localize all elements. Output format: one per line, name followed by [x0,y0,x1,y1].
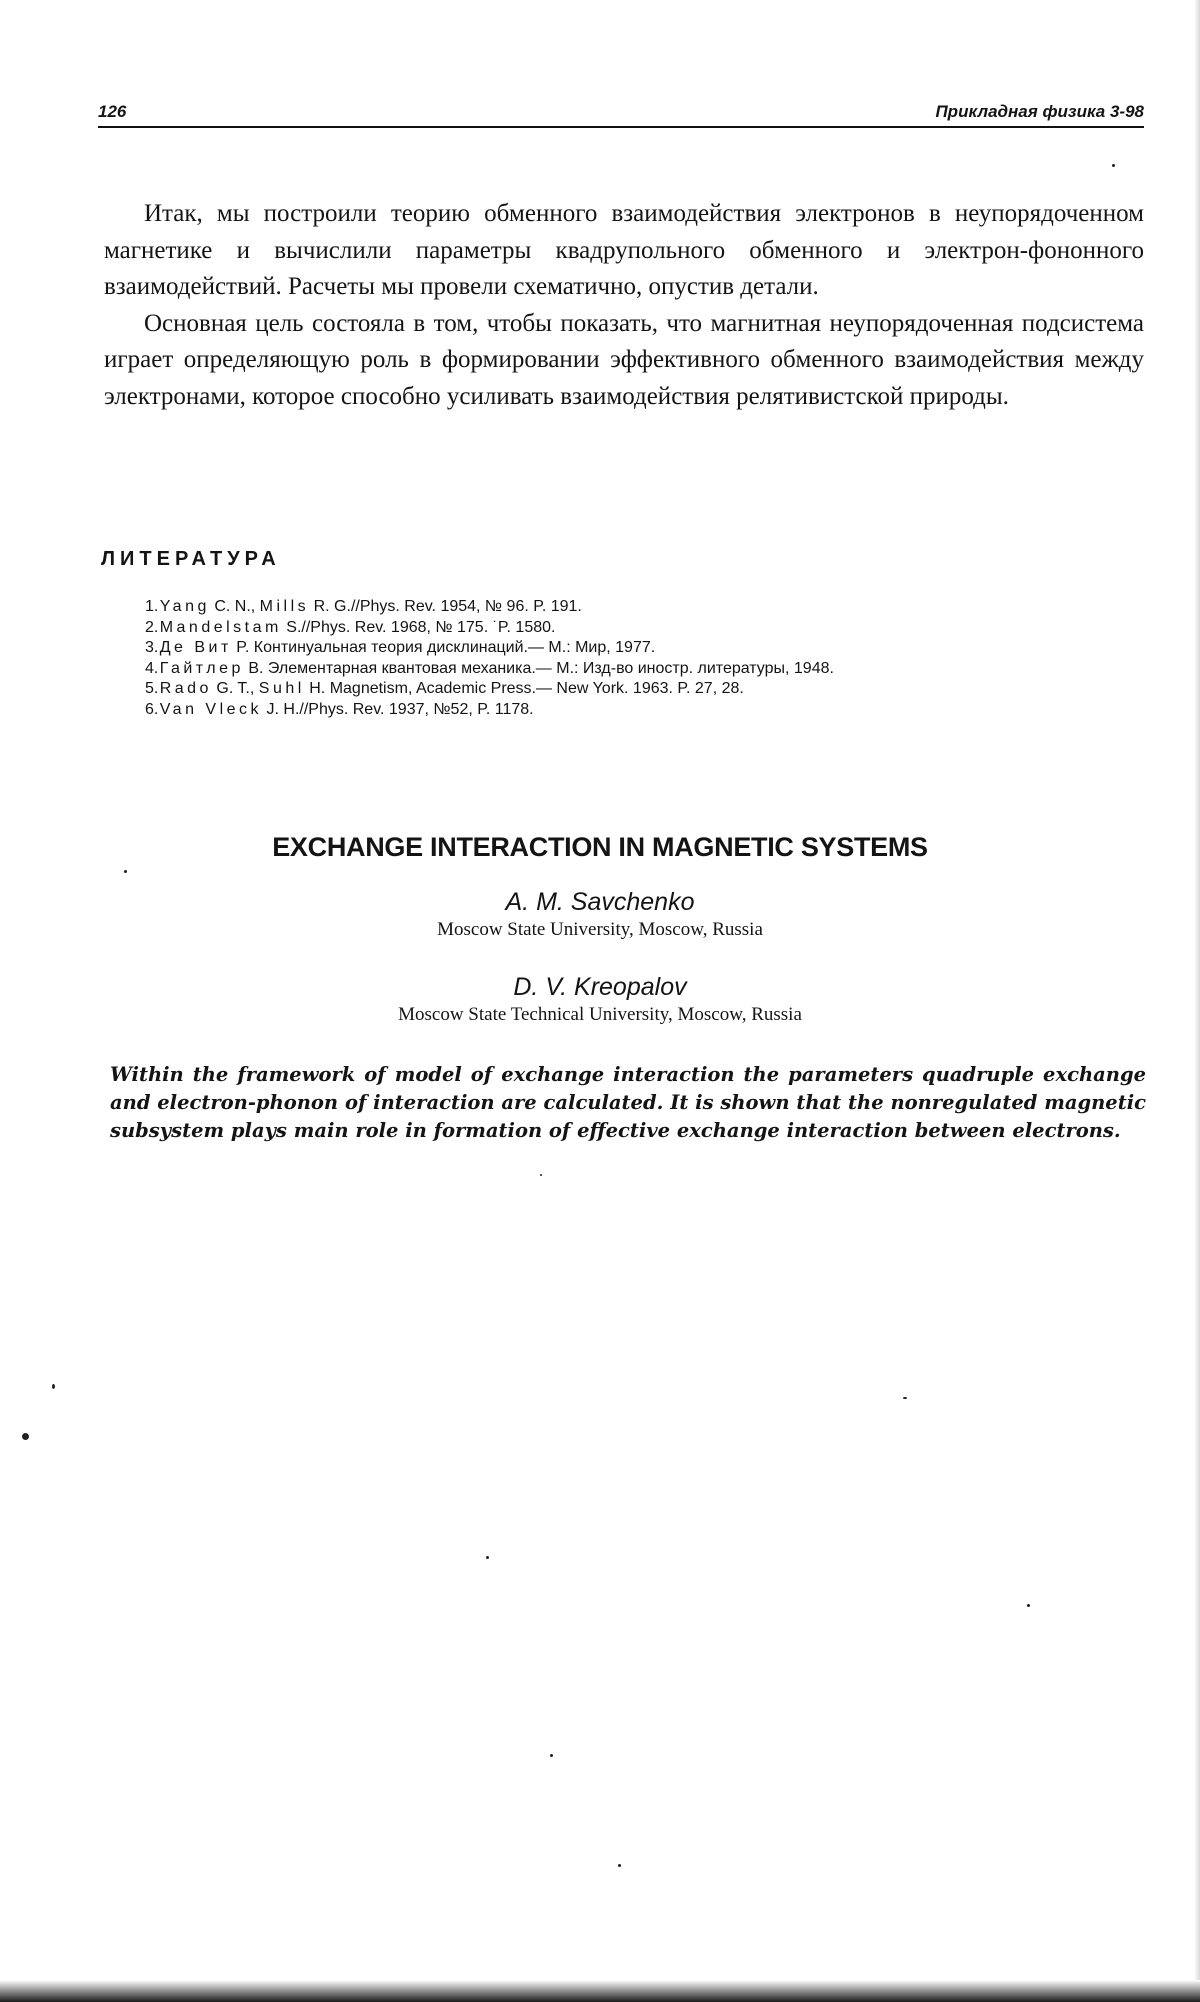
author-affiliation: Moscow State University, Moscow, Russia [437,919,763,940]
reference-number: 4. [145,659,159,677]
reference-item [145,618,1045,639]
reference-number: 2. [145,618,159,636]
reference-item [145,638,1045,659]
scan-speck [550,1754,553,1757]
running-head [98,100,1144,128]
reference-author: Mills [259,598,310,615]
scan-speck [486,1556,489,1559]
scan-speck [1112,164,1115,167]
reference-number: 1. [145,598,159,615]
reference-author: Suhl [258,680,305,697]
body-paragraph: Итак, мы построили теорию обменного взаимодействия электронов в неупорядоченном магнетике и вычислили параметры квадрупольного обменного и электрон-фононного взаимодействий. Расчеты мы провели схематично, опустив детали. [104,200,1144,300]
reference-item [145,659,1045,680]
reference-number: 3. [145,639,159,656]
conclusion-text [104,196,1144,415]
reference-text: G. T., [211,680,259,697]
scan-speck [124,870,127,873]
body-paragraph: Основная цель состояла в том, чтобы показать, что магнитная неупорядоченная подсистема играет определяющую роль в формировании эффективного обменного взаимодействия между электронами, которое способно усиливать взаимодействия релятивистской природы. [104,309,1144,410]
reference-list [145,597,1045,720]
reference-author: Де Вит [159,639,232,656]
scan-speck [903,1397,907,1399]
page-number: 126 [98,102,127,121]
scan-speck [1027,1604,1030,1607]
reference-author: Mandelstam [159,618,282,636]
reference-author: Van Vleck [159,700,263,718]
references-heading: ЛИТЕРАТУРА [101,548,281,570]
reference-text: C. N., [209,598,260,615]
author-name: D. V. Kreopalov [513,973,687,1001]
reference-item [145,597,1045,618]
scan-speck [22,1433,29,1440]
scan-speck [52,1384,55,1389]
journal-title: Прикладная физика 3-98 [935,102,1144,121]
author-block [0,886,1200,942]
reference-text: J. H.//Phys. Rev. 1937, №52, P. 1178. [262,700,534,718]
scan-edge [0,1980,1200,2002]
reference-author: Yang [159,598,210,615]
author-name: A. M. Savchenko [505,888,695,916]
english-title: EXCHANGE INTERACTION IN MAGNETIC SYSTEMS [272,832,928,862]
reference-number: 6. [145,700,159,718]
reference-text: S.//Phys. Rev. 1968, № 175. ˙P. 1580. [281,618,556,636]
reference-author: Гайтлер [159,659,244,677]
scan-edge [1194,0,1200,2002]
scan-speck [540,1174,542,1176]
reference-item [145,700,1045,721]
reference-text: H. Magnetism, Academic Press.— New York. 1963. P. 27, 28. [304,680,744,697]
reference-item [145,679,1045,700]
scan-speck [618,1864,621,1867]
author-block [0,971,1200,1027]
english-abstract: Within the framework of model of exchange interaction the parameters quadruple exchange and electron-phonon of interaction are calculated. It is shown that the nonregulated magnetic subsystem plays main role in formation of effective exchange interaction between electrons. [110,1063,1146,1142]
reference-text: R. G.//Phys. Rev. 1954, № 96. P. 191. [309,598,582,615]
reference-number: 5. [145,680,159,697]
reference-author: Rado [159,680,212,697]
author-affiliation: Moscow State Technical University, Moscow, Russia [398,1004,802,1025]
reference-text: В. Элементарная квантовая механика.— М.: Изд-во иностр. литературы, 1948. [243,659,834,677]
reference-text: P. Континуальная теория дисклинаций.— М.: Мир, 1977. [231,639,656,656]
